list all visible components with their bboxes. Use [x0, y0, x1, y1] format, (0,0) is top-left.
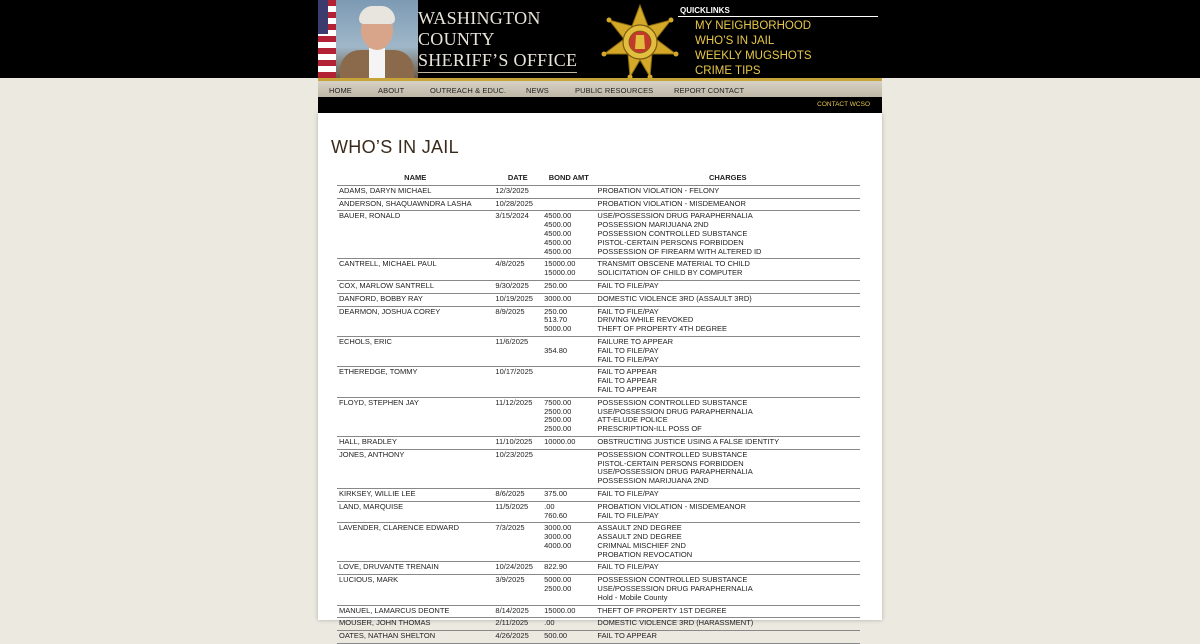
quicklink-crime-tips[interactable]: CRIME TIPS: [695, 65, 761, 77]
inmate-name: LAVENDER, CLARENCE EDWARD: [337, 523, 493, 562]
booking-date: 12/3/2025: [493, 185, 542, 198]
inmate-name: ECHOLS, ERIC: [337, 336, 493, 366]
bond-amounts: [542, 397, 595, 436]
charge: FAIL TO FILE/PAY: [597, 345, 659, 355]
charge: FAIL TO APPEAR: [597, 631, 657, 641]
charge: ASSAULT 2ND DEGREE: [597, 532, 682, 542]
charges: [595, 488, 860, 501]
bond-amount: 2500.00: [544, 584, 572, 594]
charge: POSSESSION CONTROLLED SUBSTANCE: [597, 397, 748, 407]
table-body: [337, 185, 860, 643]
site-title-line1: WASHINGTON COUNTY: [418, 8, 541, 49]
charge: POSSESSION CONTROLLED SUBSTANCE: [597, 575, 748, 585]
inmate-name: JONES, ANTHONY: [337, 449, 493, 488]
booking-date: 11/5/2025: [493, 501, 542, 523]
quicklink-whos-in-jail[interactable]: WHO’S IN JAIL: [695, 35, 775, 47]
charge: ATT-ELUDE POLICE: [597, 415, 668, 425]
table-row: [337, 185, 860, 198]
bond-amounts: [542, 449, 595, 488]
charge: USE/POSSESSION DRUG PARAPHERNALIA: [597, 406, 753, 416]
table-row: [337, 501, 860, 523]
bond-amount: 5000.00: [544, 575, 572, 585]
charges: [595, 562, 860, 575]
nav-public-resources[interactable]: PUBLIC RESOURCES: [575, 86, 654, 95]
booking-date: 8/9/2025: [493, 306, 542, 336]
booking-date: 2/11/2025: [493, 618, 542, 631]
table-row: [337, 575, 860, 605]
page-title: WHO’S IN JAIL: [331, 137, 459, 157]
booking-date: 4/8/2025: [493, 259, 542, 281]
bond-amount: 2500.00: [544, 424, 572, 434]
table-row: [337, 198, 860, 211]
sub-nav: [318, 97, 882, 113]
site-title-line2: SHERIFF’S OFFICE: [418, 50, 577, 73]
charge: OBSTRUCTING JUSTICE USING A FALSE IDENTITY: [597, 436, 780, 446]
charges: [595, 306, 860, 336]
charge: PISTOL-CERTAIN PERSONS FORBIDDEN: [597, 458, 744, 468]
booking-date: 8/6/2025: [493, 488, 542, 501]
bond-amounts: [542, 367, 595, 397]
charge: FAIL TO FILE/PAY: [597, 562, 659, 572]
bond-amount: 3000.00: [544, 532, 572, 542]
booking-date: 4/26/2025: [493, 631, 542, 644]
charge: PRESCRIPTION-ILL POSS OF: [597, 424, 702, 434]
charge: FAIL TO APPEAR: [597, 384, 657, 394]
charges: [595, 501, 860, 523]
inmate-name: ANDERSON, SHAQUAWNDRA LASHA: [337, 198, 493, 211]
charges: [595, 211, 860, 259]
bond-amount: 4500.00: [544, 228, 572, 238]
charges: [595, 367, 860, 397]
nav-about[interactable]: ABOUT: [378, 86, 405, 95]
bond-amounts: [542, 523, 595, 562]
us-flag-image: [318, 0, 336, 78]
booking-date: 10/19/2025: [493, 293, 542, 306]
column-header-charges: CHARGES: [595, 173, 860, 185]
inmate-name: DANFORD, BOBBY RAY: [337, 293, 493, 306]
nav-outreach[interactable]: OUTREACH & EDUC.: [430, 86, 507, 95]
bond-amount: 250.00: [544, 280, 568, 290]
table-row: [337, 436, 860, 449]
inmate-name: LOVE, DRUVANTE TRENAIN: [337, 562, 493, 575]
charge: FAIL TO FILE/PAY: [597, 510, 659, 520]
bond-amount: 4000.00: [544, 540, 572, 550]
booking-date: 11/6/2025: [493, 336, 542, 366]
charge: FAIL TO FILE/PAY: [597, 488, 659, 498]
bond-amount: 4500.00: [544, 246, 572, 256]
booking-date: 8/14/2025: [493, 605, 542, 618]
bond-amount: .00: [544, 618, 555, 628]
charge: FAILURE TO APPEAR: [597, 336, 674, 346]
charge: POSSESSION OF FIREARM WITH ALTERED ID: [597, 246, 762, 256]
charge: USE/POSSESSION DRUG PARAPHERNALIA: [597, 584, 753, 594]
bond-amount: 500.00: [544, 631, 568, 641]
table-row: [337, 259, 860, 281]
inmate-name: KIRKSEY, WILLIE LEE: [337, 488, 493, 501]
site-title[interactable]: [418, 8, 618, 78]
inmate-name: OATES, NATHAN SHELTON: [337, 631, 493, 644]
charge: POSSESSION MARIJUANA 2ND: [597, 476, 709, 486]
charges: [595, 198, 860, 211]
booking-date: 10/24/2025: [493, 562, 542, 575]
bond-amount: 760.60: [544, 510, 568, 520]
quicklink-weekly-mugshots[interactable]: WEEKLY MUGSHOTS: [695, 50, 812, 62]
bond-amounts: [542, 336, 595, 366]
table-row: [337, 306, 860, 336]
page-wrapper: [318, 0, 882, 641]
inmate-name: CANTRELL, MICHAEL PAUL: [337, 259, 493, 281]
quicklinks: [678, 6, 878, 77]
table-row: [337, 605, 860, 618]
charges: [595, 280, 860, 293]
table-row: [337, 523, 860, 562]
booking-date: 11/12/2025: [493, 397, 542, 436]
bond-amount: 10000.00: [544, 436, 576, 446]
booking-date: 9/30/2025: [493, 280, 542, 293]
bond-amounts: [542, 185, 595, 198]
table-row: [337, 631, 860, 644]
inmate-name: ETHEREDGE, TOMMY: [337, 367, 493, 397]
quicklinks-heading: QUICKLINKS: [678, 6, 878, 17]
inmate-name: COX, MARLOW SANTRELL: [337, 280, 493, 293]
inmate-name: FLOYD, STEPHEN JAY: [337, 397, 493, 436]
charge: PROBATION REVOCATION: [597, 549, 693, 559]
bond-amounts: [542, 211, 595, 259]
bond-amount: [544, 356, 593, 365]
inmate-name: MANUEL, LAMARCUS DEONTE: [337, 605, 493, 618]
charges: [595, 436, 860, 449]
bond-amount: 513.70: [544, 315, 568, 325]
bond-amount: 250.00: [544, 306, 568, 316]
charge: POSSESSION MARIJUANA 2ND: [597, 220, 709, 230]
charges: [595, 449, 860, 488]
bond-amount: 15000.00: [544, 605, 576, 615]
charges: [595, 259, 860, 281]
booking-date: 10/28/2025: [493, 198, 542, 211]
charge: POSSESSION CONTROLLED SUBSTANCE: [597, 228, 748, 238]
charge: FAIL TO FILE/PAY: [597, 280, 659, 290]
bond-amounts: [542, 306, 595, 336]
bond-amounts: [542, 631, 595, 644]
charge: THEFT OF PROPERTY 4TH DEGREE: [597, 324, 728, 334]
bond-amount: 3000.00: [544, 523, 572, 533]
bond-amounts: [542, 280, 595, 293]
booking-date: 3/9/2025: [493, 575, 542, 605]
column-header-bond: BOND AMT: [542, 173, 595, 185]
table-row: [337, 211, 860, 259]
header-banner: [318, 0, 882, 78]
bond-amounts: [542, 605, 595, 618]
nav-report-contact[interactable]: REPORT CONTACT: [674, 86, 745, 95]
charge: USE/POSSESSION DRUG PARAPHERNALIA: [597, 211, 753, 221]
charges: [595, 605, 860, 618]
charge: Hold - Mobile County: [597, 592, 668, 602]
bond-amounts: [542, 501, 595, 523]
charge: ASSAULT 2ND DEGREE: [597, 523, 682, 533]
quicklink-my-neighborhood[interactable]: MY NEIGHBORHOOD: [695, 20, 812, 32]
charges: [595, 631, 860, 644]
charge: THEFT OF PROPERTY 1ST DEGREE: [597, 605, 727, 615]
charges: [595, 397, 860, 436]
table-row: [337, 488, 860, 501]
bond-amount: 2500.00: [544, 406, 572, 416]
table-header-row: [337, 173, 860, 185]
charge: FAIL TO FILE/PAY: [597, 306, 659, 316]
charge: FAIL TO FILE/PAY: [597, 354, 659, 364]
bond-amounts: [542, 259, 595, 281]
bond-amounts: [542, 198, 595, 211]
bond-amounts: [542, 436, 595, 449]
table-row: [337, 449, 860, 488]
charge: PROBATION VIOLATION - MISDEMEANOR: [597, 198, 746, 208]
charge: FAIL TO APPEAR: [597, 376, 657, 386]
bond-amounts: [542, 293, 595, 306]
bond-amounts: [542, 562, 595, 575]
charge: PROBATION VIOLATION - MISDEMEANOR: [597, 501, 746, 511]
charges: [595, 185, 860, 198]
bond-amount: 3000.00: [544, 293, 572, 303]
inmate-name: DEARMON, JOSHUA COREY: [337, 306, 493, 336]
charge: SOLICITATION OF CHILD BY COMPUTER: [597, 268, 743, 278]
charge: DOMESTIC VIOLENCE 3RD (ASSAULT 3RD): [597, 293, 752, 303]
inmate-name: LAND, MARQUISE: [337, 501, 493, 523]
table-row: [337, 293, 860, 306]
charge: TRANSMIT OBSCENE MATERIAL TO CHILD: [597, 259, 750, 269]
bond-amount: [544, 451, 593, 460]
bond-amount: 4500.00: [544, 237, 572, 247]
charge: POSSESSION CONTROLLED SUBSTANCE: [597, 449, 748, 459]
bond-amount: 4500.00: [544, 220, 572, 230]
charges: [595, 523, 860, 562]
nav-home[interactable]: HOME: [329, 86, 352, 95]
charges: [595, 293, 860, 306]
main-content: [318, 113, 882, 641]
inmate-name: HALL, BRADLEY: [337, 436, 493, 449]
booking-date: 10/23/2025: [493, 449, 542, 488]
table-row: [337, 367, 860, 397]
booking-date: 7/3/2025: [493, 523, 542, 562]
booking-date: 3/15/2024: [493, 211, 542, 259]
bond-amount: 15000.00: [544, 268, 576, 278]
inmate-name: ADAMS, DARYN MICHAEL: [337, 185, 493, 198]
bond-amount: [544, 200, 593, 209]
sheriff-star-badge-icon: [600, 4, 680, 78]
bond-amount: 375.00: [544, 488, 568, 498]
table-row: [337, 280, 860, 293]
contact-wcso-link[interactable]: CONTACT WCSO: [817, 101, 870, 108]
bond-amount: [544, 368, 593, 377]
column-header-date: DATE: [493, 173, 542, 185]
inmate-name: MOUSER, JOHN THOMAS: [337, 618, 493, 631]
charge: PROBATION VIOLATION - FELONY: [597, 185, 720, 195]
charges: [595, 336, 860, 366]
charge: FAIL TO APPEAR: [597, 367, 657, 377]
booking-date: 10/17/2025: [493, 367, 542, 397]
bond-amount: 354.80: [544, 345, 568, 355]
bond-amount: 2500.00: [544, 415, 572, 425]
booking-date: 11/10/2025: [493, 436, 542, 449]
bond-amount: 7500.00: [544, 397, 572, 407]
bond-amount: 15000.00: [544, 259, 576, 269]
bond-amounts: [542, 575, 595, 605]
charge: CRIMNAL MISCHIEF 2ND: [597, 540, 686, 550]
sheriff-portrait: [336, 0, 418, 78]
charge: DRIVING WHILE REVOKED: [597, 315, 694, 325]
charges: [595, 575, 860, 605]
table-row: [337, 336, 860, 366]
charge: PISTOL-CERTAIN PERSONS FORBIDDEN: [597, 237, 744, 247]
bond-amount: [544, 187, 593, 196]
charge: USE/POSSESSION DRUG PARAPHERNALIA: [597, 467, 753, 477]
column-header-name: NAME: [337, 173, 493, 185]
nav-news[interactable]: NEWS: [526, 86, 549, 95]
bond-amounts: [542, 488, 595, 501]
table-row: [337, 562, 860, 575]
inmate-name: BAUER, RONALD: [337, 211, 493, 259]
table-row: [337, 397, 860, 436]
charge: DOMESTIC VIOLENCE 3RD (HARASSMENT): [597, 618, 754, 628]
bond-amount: 5000.00: [544, 324, 572, 334]
bond-amount: 4500.00: [544, 211, 572, 221]
bond-amount: 822.90: [544, 562, 568, 572]
bond-amount: .00: [544, 501, 555, 511]
inmate-table: [337, 173, 860, 644]
inmate-name: LUCIOUS, MARK: [337, 575, 493, 605]
